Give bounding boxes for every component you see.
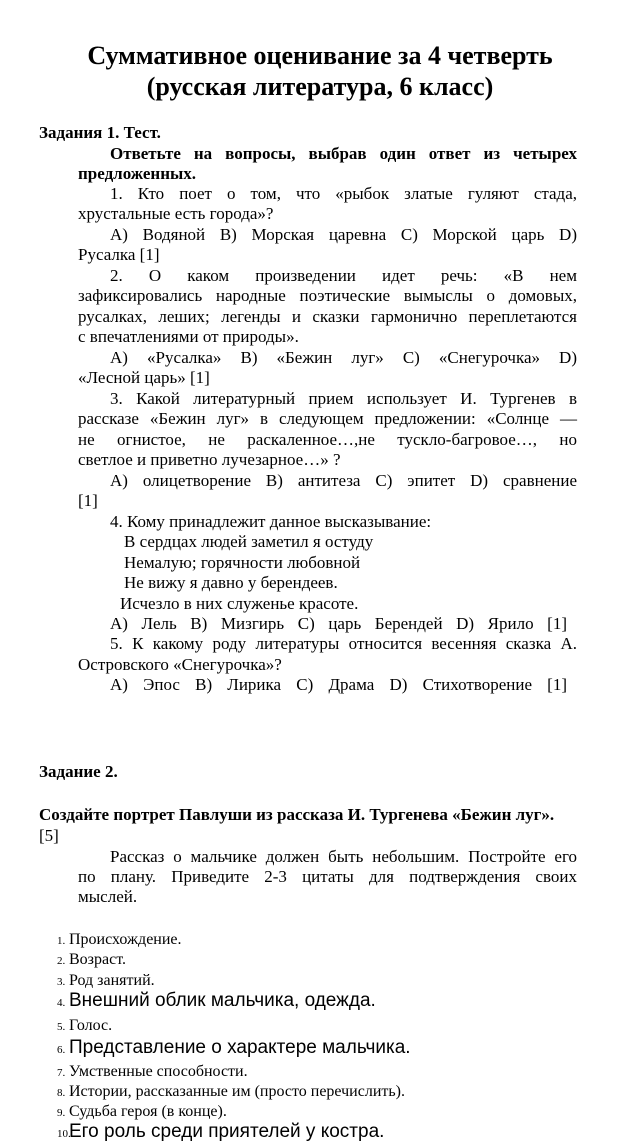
plan-item-text: Род занятий. [69, 972, 155, 989]
plan-item [57, 1082, 405, 1103]
q4-verse4: Исчезло в них служенье красоте. [120, 594, 359, 613]
q3-line1: 3. Какой литературный прием использует И. Тургенев в [110, 389, 577, 408]
plan-item-number: 5. [57, 1021, 66, 1033]
plan-item [57, 1038, 411, 1060]
plan-item [57, 1062, 248, 1083]
q3-options: А) олицетворение В) антитеза С) эпитет D) сравнение [110, 471, 577, 490]
page-title-line1: Суммативное оценивание за 4 четверть [87, 41, 553, 70]
q2-options-cont: «Лесной царь» [1] [78, 368, 210, 387]
task1-instruction-line2: предложенных. [78, 164, 197, 183]
plan-item-text: Голос. [69, 1017, 113, 1034]
task1-instruction-line1: Ответьте на вопросы, выбрав один ответ из четырех [110, 144, 577, 163]
plan-item [57, 1122, 384, 1144]
q1-line2: хрустальные есть города»? [78, 204, 274, 223]
plan-item-number: 3. [57, 976, 66, 988]
plan-item-text: Судьба героя (в конце). [69, 1103, 227, 1120]
q3-line3: не огнистое, не раскаленное…,не тускло-багровое…, но [78, 430, 577, 449]
plan-item-number: 8. [57, 1087, 66, 1099]
q1-options: А) Водяной В) Морская царевна С) Морской царь D) [110, 225, 577, 244]
plan-item [57, 1102, 227, 1123]
task2-points: [5] [39, 826, 59, 845]
task2-desc-line2: по плану. Приведите 2-3 цитаты для подтверждения своих [78, 867, 577, 886]
q4-verse1: В сердцах людей заметил я остуду [124, 532, 374, 551]
plan-item [57, 1016, 112, 1037]
q5-options: А) Эпос В) Лирика С) Драма D) Стихотворение [1] [110, 675, 567, 694]
q1-line1: 1. Кто поет о том, что «рыбок златые гуляют стада, [110, 184, 577, 203]
task2-desc-line3: мыслей. [78, 887, 138, 906]
plan-item-number: 6. [57, 1044, 66, 1056]
plan-item-text: Происхождение. [69, 931, 182, 948]
plan-item-number: 1. [57, 935, 66, 947]
q4-verse3: Не вижу я давно у берендеев. [124, 573, 338, 592]
plan-item-number: 2. [57, 955, 66, 967]
q5-line1: 5. К какому роду литературы относится весенняя сказка А. [110, 634, 577, 653]
task1-heading: Задания 1. Тест. [39, 123, 161, 142]
q2-line4: с впечатлениями от природы». [78, 327, 299, 346]
q2-line1: 2. О каком произведении идет речь: «В нем [110, 266, 577, 285]
plan-item-text: Возраст. [69, 951, 126, 968]
plan-item [57, 930, 182, 951]
q5-line2: Островского «Снегурочка»? [78, 655, 282, 674]
plan-item-number: 4. [57, 997, 66, 1009]
q3-options-cont: [1] [78, 491, 98, 510]
page-title-line2: (русская литература, 6 класс) [146, 72, 494, 101]
q3-line2: рассказе «Бежин луг» в следующем предложении: «Солнце — [78, 409, 577, 428]
plan-item-text: Умственные способности. [69, 1063, 248, 1080]
plan-item-text: Внешний облик мальчика, одежда. [69, 990, 376, 1011]
q2-options: А) «Русалка» В) «Бежин луг» С) «Снегурочка» D) [110, 348, 577, 367]
q4-options: А) Лель В) Мизгирь С) царь Берендей D) Ярило [1] [110, 614, 567, 633]
q4-line1: 4. Кому принадлежит данное высказывание: [110, 512, 432, 531]
task2-desc-line1: Рассказ о мальчике должен быть небольшим. Постройте его [110, 847, 577, 866]
q1-options-cont: Русалка [1] [78, 245, 160, 264]
q3-line4: светлое и приветно лучезарное…» ? [78, 450, 341, 469]
plan-item [57, 950, 126, 971]
q4-verse2: Немалую; горячности любовной [124, 553, 361, 572]
q2-line2: зафиксировались народные поэтические вымыслы о домовых, [78, 286, 577, 305]
plan-item-number: 10. [57, 1128, 71, 1140]
plan-item [57, 991, 376, 1013]
plan-item-text: Представление о характере мальчика. [69, 1037, 411, 1058]
task2-prompt: Создайте портрет Павлуши из рассказа И. Тургенева «Бежин луг». [39, 805, 555, 824]
plan-item-number: 7. [57, 1067, 66, 1079]
plan-item-text: Его роль среди приятелей у костра. [69, 1121, 385, 1142]
task2-heading: Задание 2. [39, 762, 118, 781]
plan-item-number: 9. [57, 1107, 66, 1119]
plan-item [57, 971, 155, 992]
plan-item-text: Истории, рассказанные им (просто перечислить). [69, 1083, 405, 1100]
q2-line3: русалках, леших; легенды и сказки гармонично переплетаются [78, 307, 577, 326]
